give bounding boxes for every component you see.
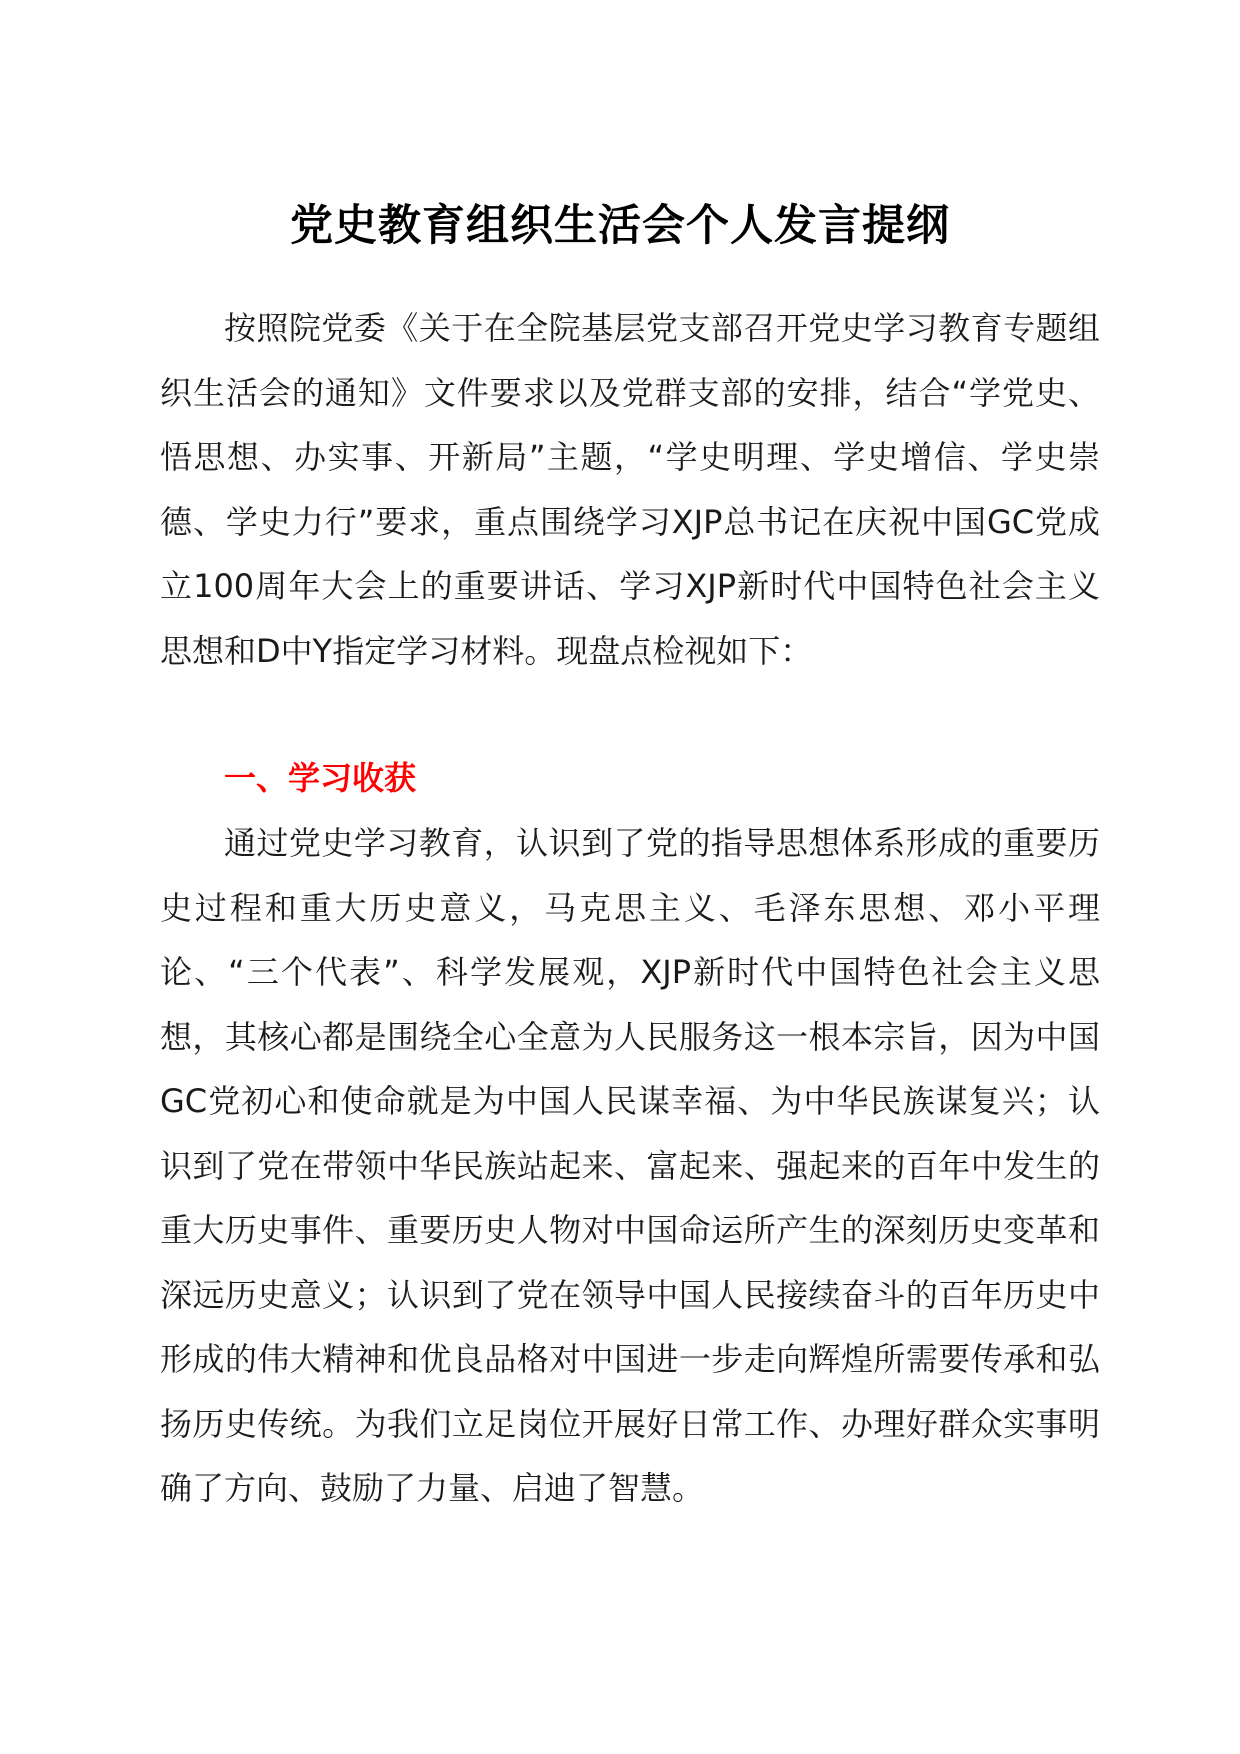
document-title: 党史教育组织生活会个人发言提纲 (290, 201, 950, 251)
section-heading-learning-gains: 一、学习收获 (224, 759, 417, 797)
intro-paragraph: 按照院党委《关于在全院基层党支部召开党史学习教育专题组织生活会的通知》文件要求以及党群支部的安排，结合“学党史、悟思想、办实事、开新局”主题，“学史明理、学史增信、学史崇德、学史力行”要求，重点围绕学习XJP总书记在庆祝中国GC党成立100周年大会上的重要讲话、学习XJP新时代中国特色社会主义思想和D中Y指定学习材料。现盘点检视如下： (160, 309, 1100, 670)
learning-gains-paragraph: 通过党史学习教育，认识到了党的指导思想体系形成的重要历史过程和重大历史意义，马克思主义、毛泽东思想、邓小平理论、“三个代表”、科学发展观，XJP新时代中国特色社会主义思想，其核心都是围绕全心全意为人民服务这一根本宗旨，因为中国GC党初心和使命就是为中国人民谋幸福、为中华民族谋复兴；认识到了党在带领中华民族站起来、富起来、强起来的百年中发生的重大历史事件、重要历史人物对中国命运所产生的深刻历史变革和深远历史意义；认识到了党在领导中国人民接续奋斗的百年历史中形成的伟大精神和优良品格对中国进一步走向辉煌所需要传承和弘扬历史传统。为我们立足岗位开展好日常工作、办理好群众实事明确了方向、鼓励了力量、启迪了智慧。 (160, 824, 1100, 1507)
